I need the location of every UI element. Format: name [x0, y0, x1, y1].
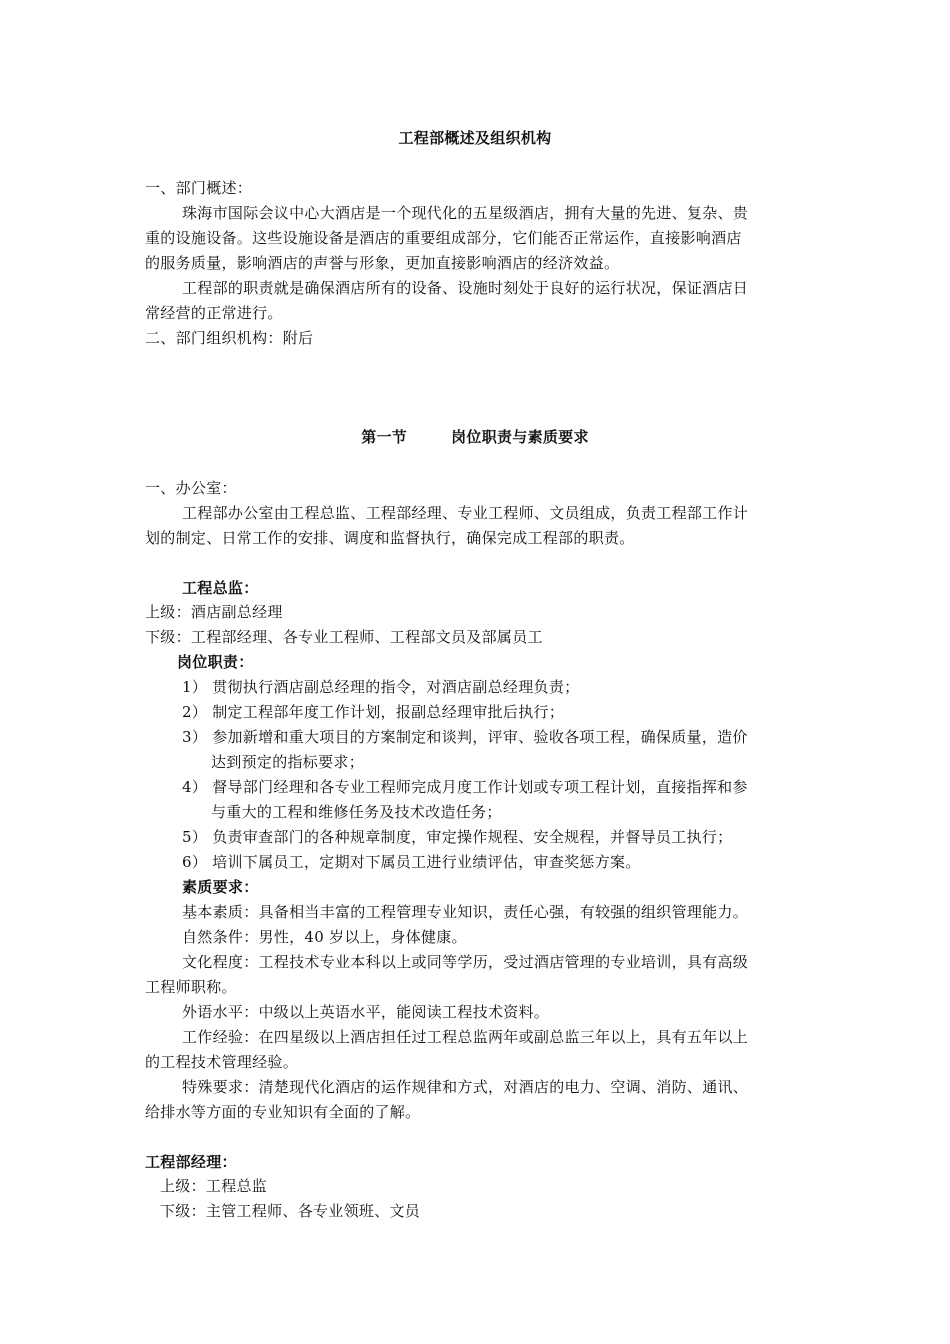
duty-item-3-line-2: 达到预定的指标要求； [211, 753, 365, 771]
director-subordinate: 下级：工程部经理、各专业工程师、工程部文员及部属员工 [145, 628, 543, 646]
quality-education-line-2: 工程师职称。 [145, 978, 237, 996]
overview-paragraph-1-line-1: 珠海市国际会议中心大酒店是一个现代化的五星级酒店，拥有大量的先进、复杂、贵 [182, 204, 749, 222]
quality-language: 外语水平：中级以上英语水平，能阅读工程技术资料。 [182, 1003, 550, 1021]
duty-item-2: 2） 制定工程部年度工作计划，报副总经理审批后执行； [182, 703, 565, 721]
director-title: 工程总监： [182, 579, 259, 597]
duty-item-5: 5） 负责审查部门的各种规章制度，审定操作规程、安全规程，并督导员工执行； [182, 828, 733, 846]
quality-special-line-1: 特殊要求：清楚现代化酒店的运作规律和方式，对酒店的电力、空调、消防、通讯、 [182, 1078, 749, 1096]
quality-natural: 自然条件：男性，40 岁以上，身体健康。 [182, 928, 467, 946]
duty-item-1: 1） 贯彻执行酒店副总经理的指令，对酒店副总经理负责； [182, 678, 580, 696]
manager-subordinate: 下级：主管工程师、各专业领班、文员 [160, 1202, 421, 1220]
quality-experience-line-2: 的工程技术管理经验。 [145, 1053, 299, 1071]
duty-item-6: 6） 培训下属员工，定期对下属员工进行业绩评估，审查奖惩方案。 [182, 853, 641, 871]
duty-item-4-line-1: 4） 督导部门经理和各专业工程师完成月度工作计划或专项工程计划，直接指挥和参 [182, 778, 748, 796]
quality-experience-line-1: 工作经验：在四星级以上酒店担任过工程总监两年或副总监三年以上，具有五年以上 [182, 1028, 749, 1046]
document-title: 工程部概述及组织机构 [398, 129, 552, 147]
quality-basic: 基本素质：具备相当丰富的工程管理专业知识，责任心强，有较强的组织管理能力。 [182, 903, 749, 921]
quality-education-line-1: 文化程度：工程技术专业本科以上或同等学历，受过酒店管理的专业培训，具有高级 [182, 953, 749, 971]
manager-title: 工程部经理： [145, 1153, 237, 1171]
overview-paragraph-1-line-2: 重的设施设备。这些设施设备是酒店的重要组成部分，它们能否正常运作，直接影响酒店 [145, 229, 742, 247]
duty-item-4-line-2: 与重大的工程和维修任务及技术改造任务； [211, 803, 502, 821]
section-title [0, 427, 950, 447]
overview-paragraph-1-line-3: 的服务质量，影响酒店的声誉与形象，更加直接影响酒店的经济效益。 [145, 254, 620, 272]
quality-special-line-2: 给排水等方面的专业知识有全面的了解。 [145, 1103, 421, 1121]
quality-heading: 素质要求： [182, 878, 259, 896]
office-heading: 一、办公室： [145, 479, 237, 497]
office-paragraph-line-2: 划的制定、日常工作的安排、调度和监督执行，确保完成工程部的职责。 [145, 529, 635, 547]
overview-paragraph-2-line-1: 工程部的职责就是确保酒店所有的设备、设施时刻处于良好的运行状况，保证酒店日 [182, 279, 749, 297]
duty-item-3-line-1: 3） 参加新增和重大项目的方案制定和谈判，评审、验收各项工程，确保质量，造价 [182, 728, 748, 746]
overview-heading: 一、部门概述： [145, 179, 253, 197]
manager-superior: 上级：工程总监 [160, 1177, 268, 1195]
section-label: 第一节 [361, 428, 408, 446]
overview-paragraph-2-line-2: 常经营的正常进行。 [145, 304, 283, 322]
director-duties-heading: 岗位职责： [177, 653, 254, 671]
section-heading: 岗位职责与素质要求 [451, 428, 589, 446]
org-structure-line: 二、部门组织机构：附后 [145, 329, 314, 347]
director-superior: 上级：酒店副总经理 [145, 603, 283, 621]
office-paragraph-line-1: 工程部办公室由工程总监、工程部经理、专业工程师、文员组成，负责工程部工作计 [182, 504, 749, 522]
